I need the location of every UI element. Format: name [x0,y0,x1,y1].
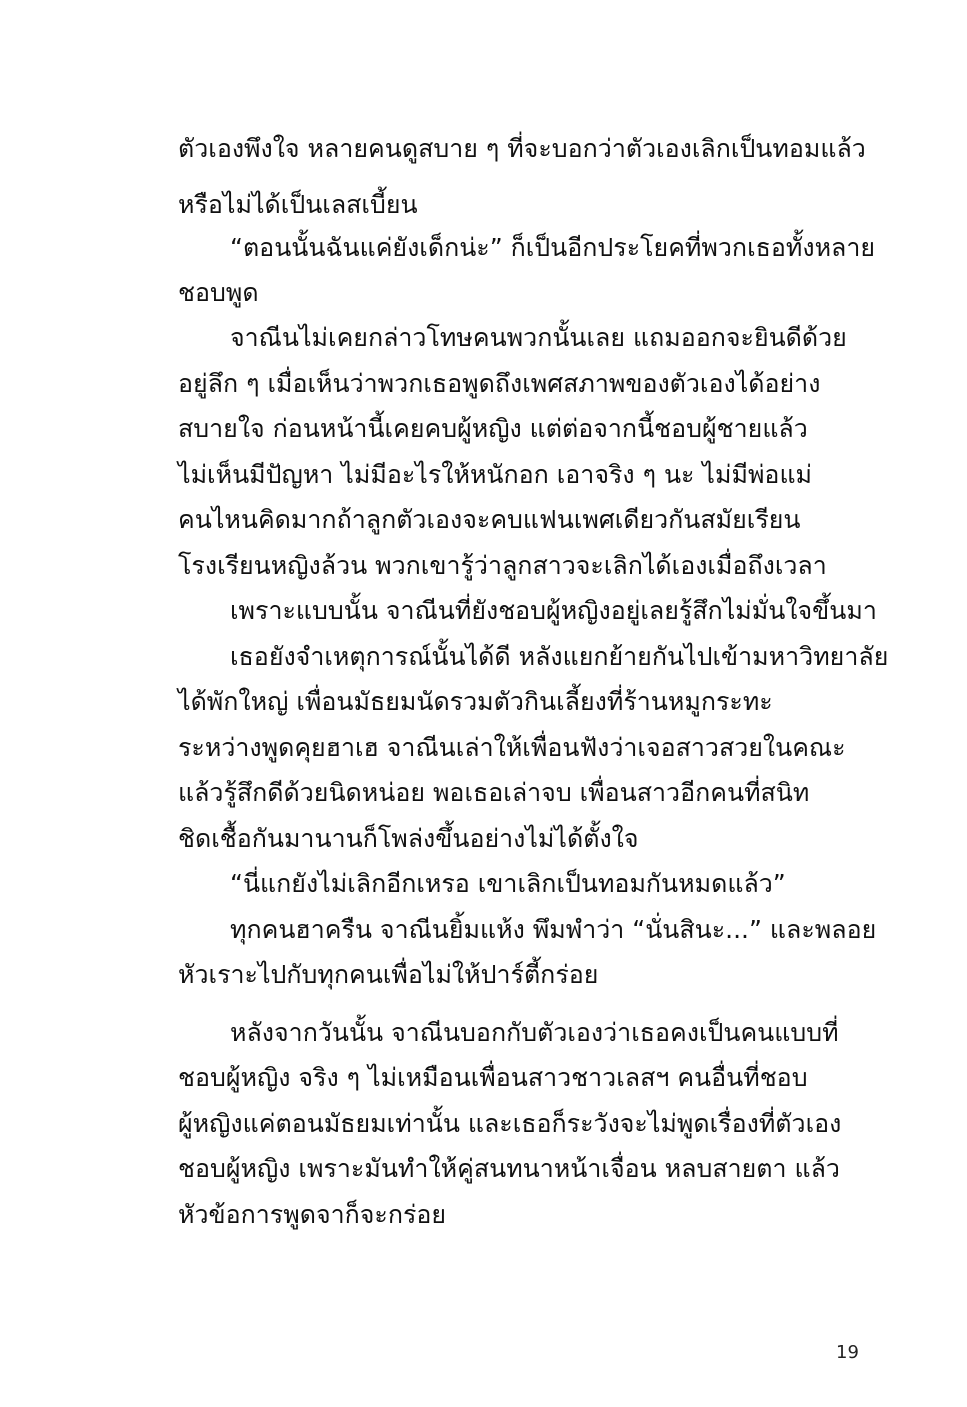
body-text-line: โรงเรียนหญิงล้วน พวกเขารู้ว่าลูกสาวจะเลิกได้เองเมื่อถึงเวลา [178,551,827,580]
body-text-line: จาณีนไม่เคยกล่าวโทษคนพวกนั้นเลย แถมออกจะยินดีด้วย [230,323,847,352]
body-text-line: สบายใจ ก่อนหน้านี้เคยคบผู้หญิง แต่ต่อจากนี้ชอบผู้ชายแล้ว [178,414,808,443]
body-text-line: ชอบผู้หญิง จริง ๆ ไม่เหมือนเพื่อนสาวชาวเลสฯ คนอื่นที่ชอบ [178,1063,808,1092]
body-text-line: คนไหนคิดมากถ้าลูกตัวเองจะคบแฟนเพศเดียวกันสมัยเรียน [178,505,801,534]
body-text-line: ทุกคนฮาครืน จาณีนยิ้มแห้ง พึมพำว่า “นั่นสินะ...” และพลอย [230,915,877,944]
body-text-line: ชอบพูด [178,278,259,307]
body-text-line: ชอบผู้หญิง เพราะมันทำให้คู่สนทนาหน้าเจื่อน หลบสายตา แล้ว [178,1154,840,1183]
body-text-line: ระหว่างพูดคุยฮาเฮ จาณีนเล่าให้เพื่อนฟังว่าเจอสาวสวยในคณะ [178,733,846,762]
body-text-line: ตัวเองพึงใจ หลายคนดูสบาย ๆ ที่จะบอกว่าตัวเองเลิกเป็นทอมแล้ว [178,134,866,163]
body-text-line: หรือไม่ได้เป็นเลสเบี้ยน [178,190,418,219]
body-text-line: อยู่ลึก ๆ เมื่อเห็นว่าพวกเธอพูดถึงเพศสภาพของตัวเองได้อย่าง [178,369,821,398]
body-text-line: ได้พักใหญ่ เพื่อนมัธยมนัดรวมตัวกินเลี้ยงที่ร้านหมูกระทะ [178,687,773,716]
body-text-line: เพราะแบบนั้น จาณีนที่ยังชอบผู้หญิงอยู่เลยรู้สึกไม่มั่นใจขึ้นมา [230,596,877,625]
body-text-line: เธอยังจำเหตุการณ์นั้นได้ดี หลังแยกย้ายกันไปเข้ามหาวิทยาลัย [230,642,889,671]
body-text-line: หัวเราะไปกับทุกคนเพื่อไม่ให้ปาร์ตี้กร่อย [178,960,599,989]
body-text-line: ไม่เห็นมีปัญหา ไม่มีอะไรให้หนักอก เอาจริง ๆ นะ ไม่มีพ่อแม่ [178,460,813,489]
body-text-line: แล้วรู้สึกดีด้วยนิดหน่อย พอเธอเล่าจบ เพื่อนสาวอีกคนที่สนิท [178,778,810,807]
body-text-line: ชิดเชื้อกันมานานก็โพล่งขึ้นอย่างไม่ได้ตั้งใจ [178,824,639,853]
body-text-line: หัวข้อการพูดจาก็จะกร่อย [178,1200,447,1229]
body-text-line: หลังจากวันนั้น จาณีนบอกกับตัวเองว่าเธอคงเป็นคนแบบที่ [230,1018,839,1047]
body-text-line: “นี่แกยังไม่เลิกอีกเหรอ เขาเลิกเป็นทอมกันหมดแล้ว” [230,869,786,898]
body-text-line: “ตอนนั้นฉันแค่ยังเด็กน่ะ” ก็เป็นอีกประโยคที่พวกเธอทั้งหลาย [230,233,876,262]
body-text-line: ผู้หญิงแค่ตอนมัธยมเท่านั้น และเธอก็ระวังจะไม่พูดเรื่องที่ตัวเอง [178,1109,842,1138]
page-number: 19 [836,1342,859,1363]
